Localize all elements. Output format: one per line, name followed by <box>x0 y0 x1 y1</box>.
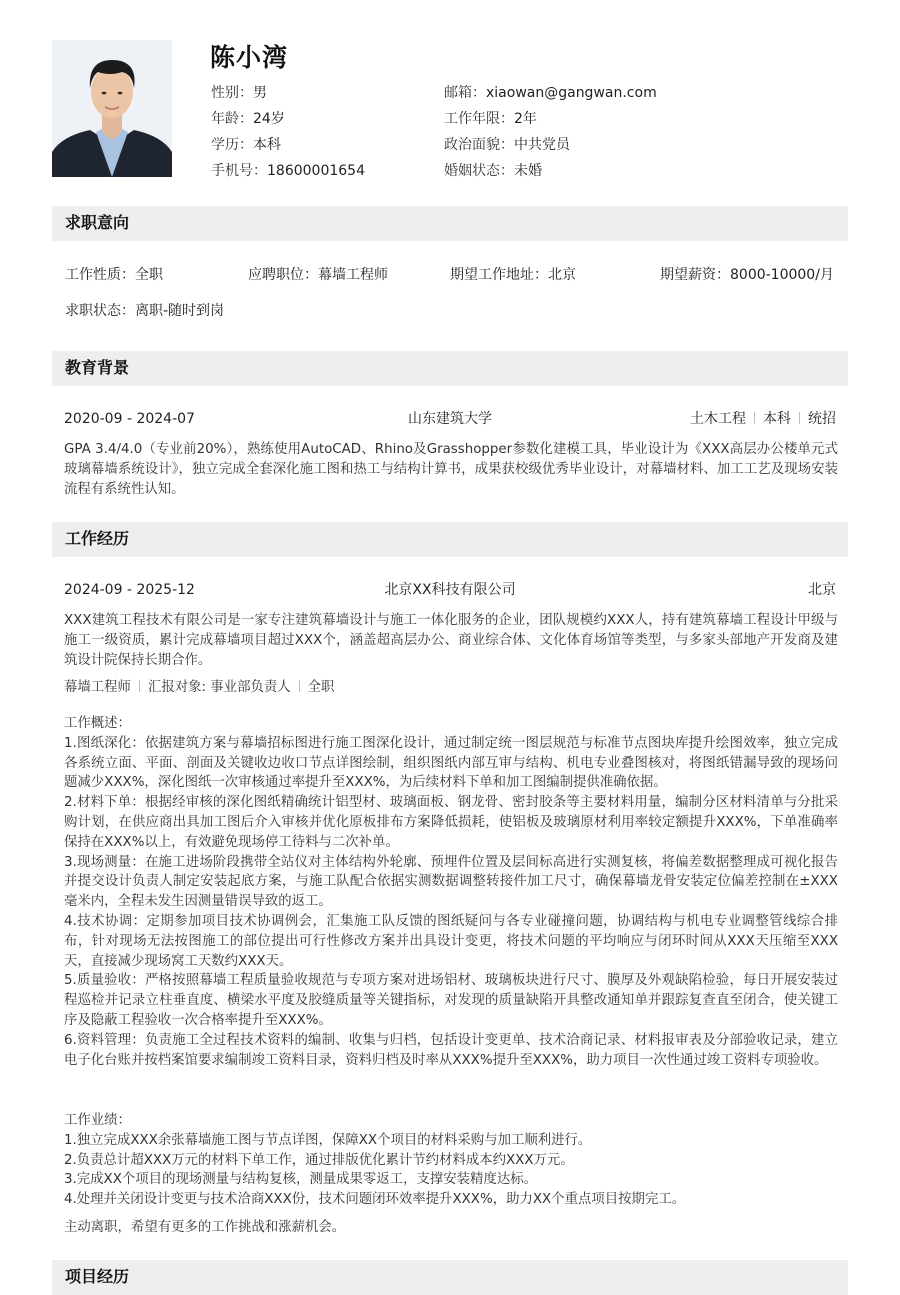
work-achievements <box>64 1111 838 1210</box>
divider <box>139 680 140 692</box>
work-overview <box>64 714 838 1070</box>
overview-item: 6.资料管理：负责施工全过程技术资料的编制、收集与归档，包括设计变更单、技术洽商记录、材料报审表及分部验收记录，建立电子化台账并按档案馆要求编制竣工资料目录，资料归档及时率从XXX%提升至XXX%，助力项目一次性通过竣工资料专项验收。 <box>64 1032 838 1068</box>
education-period: 2020-09 - 2024-07 <box>64 411 195 427</box>
company-intro: XXX建筑工程技术有限公司是一家专注建筑幕墙设计与施工一体化服务的企业，团队规模约XXX人，持有建筑幕墙工程设计甲级与施工一级资质，累计完成幕墙项目超过XXX个，涵盖超高层办公、商业综合体、文化体育场馆等类型，与多家头部地产开发商及建筑设计院保持长期合作。 <box>64 613 838 668</box>
intent-value: 幕墙工程师 <box>318 267 388 283</box>
profile-photo <box>52 40 172 177</box>
achievement-item: 4.处理并关闭设计变更与技术洽商XXX份，技术问题闭环效率提升XXX%，助力XX个重点项目按期完工。 <box>64 1192 686 1208</box>
achievement-item: 2.负责总计超XXX万元的材料下单工作，通过排版优化累计节约材料成本约XXX万元。 <box>64 1152 574 1168</box>
intent-label: 应聘职位： <box>248 267 318 283</box>
intent-position <box>248 265 388 285</box>
education-major: 土木工程 <box>690 411 746 427</box>
info-label: 年龄： <box>211 111 253 127</box>
achievements-title: 工作业绩： <box>64 1113 131 1128</box>
achievement-item: 1.独立完成XXX余张幕墙施工图与节点详图，保障XX个项目的材料采购与加工顺利进行。 <box>64 1132 592 1148</box>
overview-title: 工作概述： <box>64 716 131 731</box>
intent-label: 期望薪资： <box>660 267 730 283</box>
info-value: 未婚 <box>514 163 542 179</box>
info-label: 学历： <box>211 137 253 153</box>
info-value: 中共党员 <box>514 137 570 153</box>
intent-label: 期望工作地址： <box>450 267 548 283</box>
info-value: 2年 <box>514 111 537 127</box>
info-work-years <box>444 108 537 130</box>
achievement-item: 3.完成XX个项目的现场测量与结构复核，测量成果零返工，支撑安装精度达标。 <box>64 1172 538 1188</box>
education-description: GPA 3.4/4.0（专业前20%），熟练使用AutoCAD、Rhino及Grasshopper参数化建模工具，毕业设计为《XXX高层办公楼单元式玻璃幕墙系统设计》，独立完成全套深化施工图和热工与结构计算书，成果获校级优秀毕业设计，对幕墙材料、加工工艺及现场安装流程有系统性认知。 <box>64 442 838 497</box>
education-school: 山东建筑大学 <box>408 411 492 427</box>
info-marital <box>444 160 542 182</box>
section-header-intent <box>52 206 848 241</box>
overview-item: 3.现场测量：在施工进场阶段携带全站仪对主体结构外轮廓、预埋件位置及层间标高进行实测复核，将偏差数据整理成可视化报告并提交设计负责人制定安装起底方案，与施工队配合依据实测数据调整转接件加工尺寸，确保幕墙龙骨安装定位偏差控制在±XXX毫米内，全程未发生因测量错误导致的返工。 <box>64 854 838 910</box>
leave-reason: 主动离职，希望有更多的工作挑战和涨薪机会。 <box>64 1220 346 1235</box>
overview-item: 4.技术协调：定期参加项目技术协调例会，汇集施工队反馈的图纸疑问与各专业碰撞问题，协调结构与机电专业调整管线综合排布，针对现场无法按图施工的部位提出可行性修改方案并出具设计变更，将技术问题的平均响应与闭环时间从XXX天压缩至XXX天，直接减少现场窝工天数约XXX天。 <box>64 913 838 969</box>
work-period: 2024-09 - 2025-12 <box>64 582 195 598</box>
work-company: 北京XX科技有限公司 <box>384 582 516 598</box>
education-row <box>64 409 836 429</box>
info-row <box>211 108 851 134</box>
intent-value: 离职-随时到岗 <box>135 303 225 319</box>
work-row <box>64 580 836 600</box>
intent-value: 8000-10000/月 <box>730 267 834 283</box>
divider <box>299 680 300 692</box>
info-gender <box>211 82 267 104</box>
info-label: 工作年限： <box>444 111 514 127</box>
candidate-name: 陈小湾 <box>210 43 289 72</box>
intent-value: 全职 <box>135 267 163 283</box>
info-value[interactable]: 18600001654 <box>267 163 365 179</box>
overview-item: 1.图纸深化：依据建筑方案与幕墙招标图进行施工图深化设计，通过制定统一图层规范与标准节点图块库提升绘图效率，独立完成各系统立面、平面、剖面及关键收边收口节点详图绘制，组织图纸内部互审与结构、机电专业叠图核对，将图纸错漏导致的现场问题减少XXX%，深化图纸一次审核通过率提升至XXX%，为后续材料下单和加工图编制提供准确依据。 <box>64 735 838 791</box>
work-report-to: 汇报对象: 事业部负责人 <box>147 680 291 695</box>
intent-job-type <box>65 265 163 285</box>
section-header-work <box>52 522 848 557</box>
section-title: 项目经历 <box>65 1267 130 1286</box>
info-value: 本科 <box>253 137 281 153</box>
work-job-type: 全职 <box>307 680 335 695</box>
intent-value: 北京 <box>548 267 576 283</box>
work-tags <box>64 678 334 698</box>
info-row <box>211 82 851 108</box>
education-details <box>690 409 836 429</box>
education-degree: 本科 <box>763 411 791 427</box>
section-header-project <box>52 1260 848 1295</box>
intent-location <box>450 265 576 285</box>
info-email <box>444 82 657 104</box>
section-title: 工作经历 <box>65 529 130 548</box>
info-value: 24岁 <box>253 111 285 127</box>
info-political <box>444 134 570 156</box>
basic-info <box>211 82 851 186</box>
work-city: 北京 <box>808 582 836 598</box>
overview-item: 2.材料下单：根据经审核的深化图纸精确统计铝型材、玻璃面板、钢龙骨、密封胶条等主要材料用量，编制分区材料清单与分批采购计划，在供应商出具加工图后介入审核并优化原板排布方案降低损耗，使铝板及玻璃原材利用率较定额提升XXX%，下单准确率保持在XXX%以上，有效避免现场停工待料与二次补单。 <box>64 795 838 850</box>
info-row <box>211 160 851 186</box>
intent-salary <box>660 265 834 285</box>
info-label: 手机号： <box>211 163 267 179</box>
divider <box>754 412 755 424</box>
info-age <box>211 108 285 130</box>
work-position: 幕墙工程师 <box>64 680 131 695</box>
section-title: 教育背景 <box>65 358 130 377</box>
info-value: 男 <box>253 85 267 101</box>
intent-status <box>65 301 224 321</box>
info-label: 政治面貌： <box>444 137 514 153</box>
overview-item: 5.质量验收：严格按照幕墙工程质量验收规范与专项方案对进场铝材、玻璃板块进行尺寸、膜厚及外观缺陷检验，每日开展安装过程巡检并记录立柱垂直度、横梁水平度及胶缝质量等关键指标，对发现的质量缺陷开具整改通知单并跟踪复查直至闭合，使关键工序及隐蔽工程验收一次合格率提升至XXX%。 <box>64 973 838 1028</box>
divider <box>799 412 800 424</box>
section-title: 求职意向 <box>65 213 130 232</box>
info-row <box>211 134 851 160</box>
info-label: 邮箱： <box>444 85 486 101</box>
education-type: 统招 <box>808 411 836 427</box>
section-header-education <box>52 351 848 386</box>
info-label: 婚姻状态： <box>444 163 514 179</box>
intent-label: 求职状态： <box>65 303 135 319</box>
info-education <box>211 134 281 156</box>
info-phone <box>211 160 365 182</box>
intent-label: 工作性质： <box>65 267 135 283</box>
info-value[interactable]: xiaowan@gangwan.com <box>486 85 657 101</box>
info-label: 性别： <box>211 85 253 101</box>
